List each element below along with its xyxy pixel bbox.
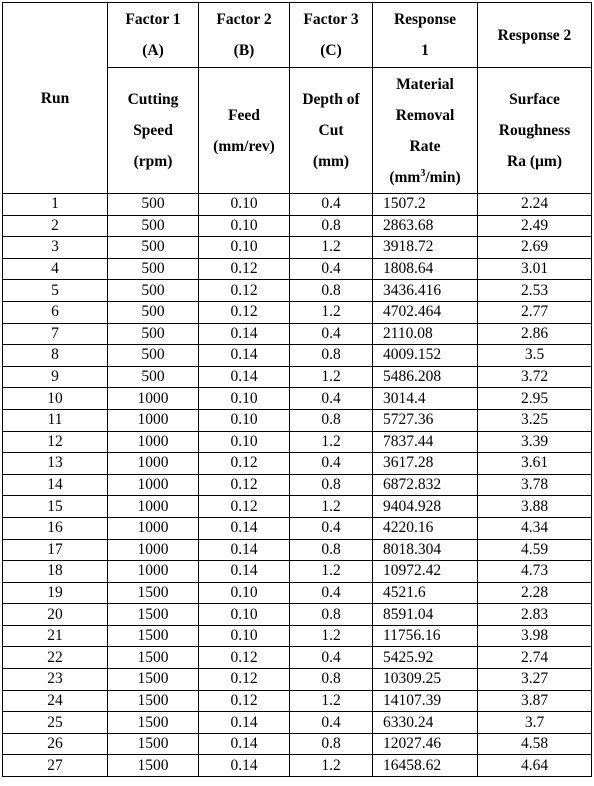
feed-cell: 0.10	[199, 604, 290, 626]
run-cell: 10	[3, 388, 108, 410]
roughness-line2: Roughness	[498, 122, 571, 139]
table-row	[3, 690, 592, 712]
response2-title: Response 2	[497, 26, 572, 44]
run-cell: 14	[3, 474, 108, 496]
run-cell: 26	[3, 733, 108, 755]
feed-cell: 0.14	[199, 733, 290, 755]
mrr-cell: 3436.416	[373, 280, 478, 302]
table-row	[3, 237, 592, 259]
run-cell: 15	[3, 496, 108, 518]
factor3-title: Factor 3	[303, 11, 359, 28]
mrr-cell: 1808.64	[373, 258, 478, 280]
cutting-speed-cell: 1500	[108, 582, 199, 604]
roughness-cell: 3.72	[478, 366, 592, 388]
cutting-speed-cell: 1000	[108, 517, 199, 539]
roughness-cell: 2.77	[478, 301, 592, 323]
mrr-cell: 3617.28	[373, 453, 478, 475]
depth-of-cut-cell: 0.4	[290, 388, 373, 410]
depth-of-cut-cell: 0.4	[290, 258, 373, 280]
feed-cell: 0.14	[199, 561, 290, 583]
run-cell: 16	[3, 517, 108, 539]
cutting-speed-cell: 1500	[108, 733, 199, 755]
feed-unit: (mm/rev)	[213, 137, 275, 155]
cutting-speed-cell: 1000	[108, 431, 199, 453]
roughness-cell: 3.25	[478, 409, 592, 431]
roughness-cell: 3.27	[478, 669, 592, 691]
factor3-header	[290, 3, 373, 68]
run-cell: 7	[3, 323, 108, 345]
mrr-cell: 3918.72	[373, 237, 478, 259]
table-row	[3, 625, 592, 647]
mrr-cell: 4009.152	[373, 345, 478, 367]
depth-of-cut-cell: 1.2	[290, 561, 373, 583]
cutting-speed-cell: 500	[108, 258, 199, 280]
feed-cell: 0.12	[199, 258, 290, 280]
roughness-cell: 2.24	[478, 194, 592, 216]
roughness-cell: 3.01	[478, 258, 592, 280]
feed-cell: 0.12	[199, 280, 290, 302]
mrr-cell: 2110.08	[373, 323, 478, 345]
table-row	[3, 194, 592, 216]
factor3-code: (C)	[320, 42, 342, 59]
depth-of-cut-cell: 0.4	[290, 517, 373, 539]
run-cell: 13	[3, 453, 108, 475]
depth-of-cut-cell: 1.2	[290, 237, 373, 259]
cutting-speed-cell: 500	[108, 345, 199, 367]
roughness-cell: 4.64	[478, 755, 592, 777]
depth-of-cut-cell: 0.4	[290, 712, 373, 734]
depth-of-cut-cell: 1.2	[290, 431, 373, 453]
cutting-speed-cell: 500	[108, 194, 199, 216]
run-cell: 2	[3, 215, 108, 237]
depth-of-cut-cell: 0.8	[290, 474, 373, 496]
table-row	[3, 539, 592, 561]
depth-of-cut-cell: 0.8	[290, 409, 373, 431]
roughness-cell: 2.95	[478, 388, 592, 410]
feed-cell: 0.14	[199, 539, 290, 561]
response1-number: 1	[421, 42, 429, 59]
cutting-speed-line1: Cutting	[127, 91, 179, 108]
depth-of-cut-cell: 0.4	[290, 453, 373, 475]
cutting-speed-cell: 500	[108, 215, 199, 237]
table-row	[3, 604, 592, 626]
mrr-line2: Removal	[395, 106, 455, 124]
table-row	[3, 280, 592, 302]
run-cell: 22	[3, 647, 108, 669]
run-cell: 21	[3, 625, 108, 647]
run-cell: 19	[3, 582, 108, 604]
depth-of-cut-cell: 0.8	[290, 345, 373, 367]
mrr-unit	[373, 162, 477, 193]
table-row	[3, 669, 592, 691]
header-row-factors	[3, 3, 592, 68]
table-row	[3, 345, 592, 367]
mrr-cell: 1507.2	[373, 194, 478, 216]
cutting-speed-cell: 1000	[108, 453, 199, 475]
feed-cell: 0.14	[199, 755, 290, 777]
table-row	[3, 431, 592, 453]
cutting-speed-cell: 1500	[108, 755, 199, 777]
feed-line1: Feed	[228, 106, 260, 124]
roughness-cell: 3.88	[478, 496, 592, 518]
roughness-cell: 2.28	[478, 582, 592, 604]
run-cell: 9	[3, 366, 108, 388]
run-cell: 5	[3, 280, 108, 302]
depth-unit: (mm)	[312, 153, 350, 170]
depth-of-cut-cell: 0.4	[290, 194, 373, 216]
table-row	[3, 258, 592, 280]
roughness-cell: 2.53	[478, 280, 592, 302]
roughness-cell: 3.39	[478, 431, 592, 453]
table-row	[3, 496, 592, 518]
cutting-speed-cell: 1000	[108, 388, 199, 410]
roughness-cell: 2.49	[478, 215, 592, 237]
mrr-cell: 4220.16	[373, 517, 478, 539]
roughness-cell: 4.59	[478, 539, 592, 561]
feed-cell: 0.14	[199, 323, 290, 345]
roughness-cell: 2.74	[478, 647, 592, 669]
feed-cell: 0.12	[199, 496, 290, 518]
run-cell: 23	[3, 669, 108, 691]
depth-of-cut-cell: 1.2	[290, 625, 373, 647]
table-row	[3, 712, 592, 734]
feed-cell: 0.10	[199, 431, 290, 453]
run-cell: 4	[3, 258, 108, 280]
feed-cell: 0.14	[199, 345, 290, 367]
depth-of-cut-cell: 0.8	[290, 539, 373, 561]
feed-cell: 0.12	[199, 669, 290, 691]
cutting-speed-cell: 500	[108, 237, 199, 259]
factor2-code: (B)	[233, 42, 255, 59]
run-header: Run	[3, 3, 108, 194]
table-row	[3, 733, 592, 755]
depth-line1: Depth of	[302, 91, 360, 108]
feed-cell: 0.12	[199, 453, 290, 475]
table-row	[3, 323, 592, 345]
mrr-line3: Rate	[409, 137, 441, 155]
mrr-cell: 7837.44	[373, 431, 478, 453]
depth-of-cut-cell: 0.8	[290, 604, 373, 626]
cutting-speed-cell: 1500	[108, 690, 199, 712]
experiment-design-table	[2, 2, 592, 777]
feed-cell: 0.14	[199, 366, 290, 388]
mrr-line1: Material	[396, 75, 454, 93]
roughness-cell: 3.87	[478, 690, 592, 712]
cutting-speed-header	[108, 68, 199, 194]
cutting-speed-cell: 500	[108, 301, 199, 323]
table-row	[3, 517, 592, 539]
mrr-cell: 6330.24	[373, 712, 478, 734]
feed-cell: 0.14	[199, 517, 290, 539]
roughness-cell: 4.58	[478, 733, 592, 755]
table-row	[3, 453, 592, 475]
roughness-cell: 2.83	[478, 604, 592, 626]
table-row	[3, 301, 592, 323]
roughness-cell: 4.73	[478, 561, 592, 583]
feed-cell: 0.14	[199, 712, 290, 734]
mrr-cell: 6872.832	[373, 474, 478, 496]
mrr-cell: 8018.304	[373, 539, 478, 561]
factor1-code: (A)	[142, 42, 164, 59]
table-header	[3, 3, 592, 194]
mrr-unit-pre: (mm	[389, 168, 421, 186]
depth-of-cut-cell: 1.2	[290, 366, 373, 388]
depth-of-cut-cell: 1.2	[290, 301, 373, 323]
roughness-cell: 2.86	[478, 323, 592, 345]
factor1-title: Factor 1	[125, 11, 181, 28]
cutting-speed-unit: (rpm)	[133, 153, 173, 170]
response1-title: Response	[393, 11, 456, 28]
cutting-speed-cell: 500	[108, 323, 199, 345]
table-row	[3, 366, 592, 388]
run-cell: 25	[3, 712, 108, 734]
mrr-cell: 4702.464	[373, 301, 478, 323]
mrr-unit-post: /min)	[425, 168, 461, 186]
depth-of-cut-cell: 1.2	[290, 496, 373, 518]
mrr-cell: 3014.4	[373, 388, 478, 410]
mrr-cell: 10972.42	[373, 561, 478, 583]
table-row	[3, 647, 592, 669]
table-row	[3, 561, 592, 583]
table-row	[3, 474, 592, 496]
run-cell: 1	[3, 194, 108, 216]
surface-roughness-header	[478, 68, 592, 194]
roughness-cell: 4.34	[478, 517, 592, 539]
cutting-speed-cell: 500	[108, 366, 199, 388]
run-cell: 3	[3, 237, 108, 259]
roughness-cell: 3.78	[478, 474, 592, 496]
factor2-header	[199, 3, 290, 68]
run-cell: 20	[3, 604, 108, 626]
feed-cell: 0.10	[199, 582, 290, 604]
cutting-speed-cell: 1500	[108, 669, 199, 691]
feed-header	[199, 68, 290, 194]
depth-of-cut-cell: 0.8	[290, 215, 373, 237]
run-cell: 17	[3, 539, 108, 561]
feed-cell: 0.10	[199, 409, 290, 431]
run-cell: 12	[3, 431, 108, 453]
table-body	[3, 194, 592, 777]
depth-of-cut-header	[290, 68, 373, 194]
table-row	[3, 388, 592, 410]
mrr-cell: 16458.62	[373, 755, 478, 777]
depth-of-cut-cell: 0.8	[290, 733, 373, 755]
mrr-cell: 10309.25	[373, 669, 478, 691]
mrr-header	[373, 68, 478, 194]
run-cell: 8	[3, 345, 108, 367]
run-cell: 18	[3, 561, 108, 583]
roughness-unit: Ra (µm)	[507, 153, 562, 170]
feed-cell: 0.12	[199, 647, 290, 669]
cutting-speed-line2: Speed	[133, 122, 173, 139]
depth-of-cut-cell: 0.8	[290, 280, 373, 302]
table-row	[3, 755, 592, 777]
feed-cell: 0.12	[199, 690, 290, 712]
mrr-cell: 2863.68	[373, 215, 478, 237]
response1-header	[373, 3, 478, 68]
cutting-speed-cell: 1000	[108, 539, 199, 561]
cutting-speed-cell: 1500	[108, 647, 199, 669]
mrr-cell: 5727.36	[373, 409, 478, 431]
run-cell: 24	[3, 690, 108, 712]
cutting-speed-cell: 1000	[108, 474, 199, 496]
cutting-speed-cell: 1000	[108, 409, 199, 431]
run-cell: 27	[3, 755, 108, 777]
roughness-cell: 3.5	[478, 345, 592, 367]
roughness-cell: 3.61	[478, 453, 592, 475]
roughness-line1: Surface	[509, 91, 560, 108]
depth-of-cut-cell: 0.4	[290, 323, 373, 345]
table-row	[3, 582, 592, 604]
table-row	[3, 215, 592, 237]
feed-cell: 0.10	[199, 215, 290, 237]
feed-cell: 0.12	[199, 301, 290, 323]
cutting-speed-cell: 1000	[108, 561, 199, 583]
run-cell: 11	[3, 409, 108, 431]
cutting-speed-cell: 1500	[108, 712, 199, 734]
mrr-cell: 12027.46	[373, 733, 478, 755]
mrr-unit-sup: 3	[420, 167, 426, 179]
mrr-cell: 9404.928	[373, 496, 478, 518]
mrr-cell: 8591.04	[373, 604, 478, 626]
feed-cell: 0.10	[199, 388, 290, 410]
feed-cell: 0.10	[199, 625, 290, 647]
feed-cell: 0.10	[199, 194, 290, 216]
mrr-cell: 14107.39	[373, 690, 478, 712]
depth-of-cut-cell: 1.2	[290, 690, 373, 712]
mrr-cell: 5425.92	[373, 647, 478, 669]
mrr-cell: 11756.16	[373, 625, 478, 647]
run-cell: 6	[3, 301, 108, 323]
depth-of-cut-cell: 0.4	[290, 647, 373, 669]
depth-of-cut-cell: 1.2	[290, 755, 373, 777]
feed-cell: 0.12	[199, 474, 290, 496]
cutting-speed-cell: 1500	[108, 625, 199, 647]
roughness-cell: 2.69	[478, 237, 592, 259]
mrr-cell: 5486.208	[373, 366, 478, 388]
depth-of-cut-cell: 0.4	[290, 582, 373, 604]
factor2-title: Factor 2	[216, 11, 272, 28]
roughness-cell: 3.7	[478, 712, 592, 734]
cutting-speed-cell: 1500	[108, 604, 199, 626]
table-row	[3, 409, 592, 431]
depth-of-cut-cell: 0.8	[290, 669, 373, 691]
response2-header	[478, 3, 592, 68]
depth-line2: Cut	[318, 122, 344, 139]
cutting-speed-cell: 1000	[108, 496, 199, 518]
roughness-cell: 3.98	[478, 625, 592, 647]
mrr-cell: 4521.6	[373, 582, 478, 604]
feed-cell: 0.10	[199, 237, 290, 259]
factor1-header	[108, 3, 199, 68]
cutting-speed-cell: 500	[108, 280, 199, 302]
